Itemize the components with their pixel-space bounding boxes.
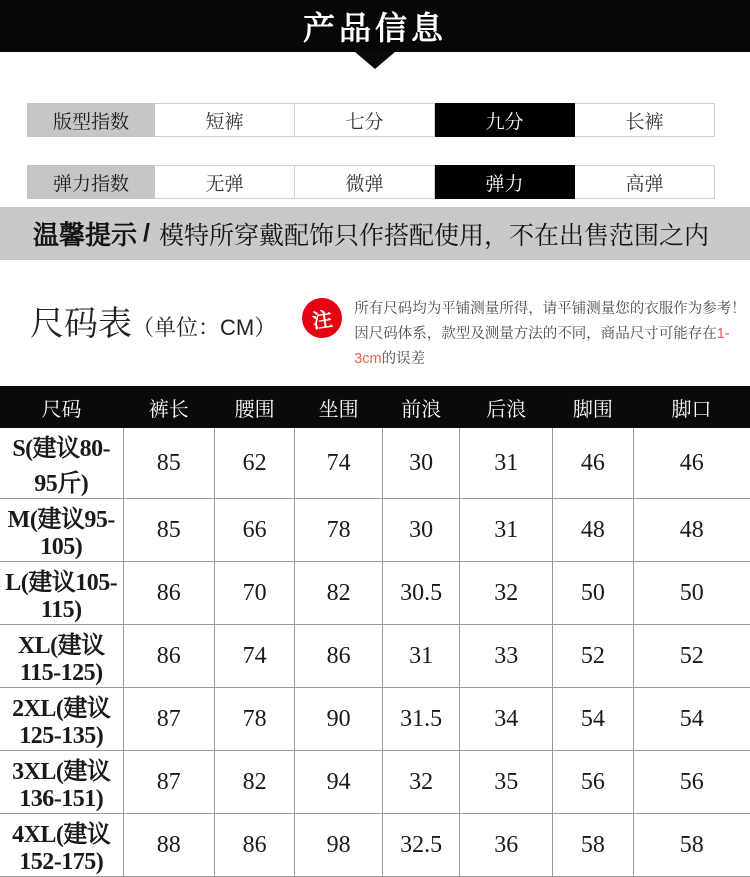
size-label: 3XL(建议136-151): [0, 751, 123, 814]
size-label: XL(建议115-125): [0, 625, 123, 688]
fit-option-seven-tenths: 七分: [295, 103, 435, 137]
col-header-waist: 腰围: [215, 386, 295, 428]
col-header-hip: 坐围: [295, 386, 383, 428]
cell: 35: [460, 751, 553, 814]
cell: 70: [215, 562, 295, 625]
cell: 54: [553, 688, 633, 751]
cell: 50: [633, 562, 750, 625]
cell: 88: [123, 814, 215, 877]
col-header-pant-length: 裤长: [123, 386, 215, 428]
cell: 62: [215, 428, 295, 499]
stretch-option-slight: 微弹: [295, 165, 435, 199]
cell: 46: [633, 428, 750, 499]
cell: 86: [295, 625, 383, 688]
size-table: [0, 386, 750, 877]
cell: 58: [633, 814, 750, 877]
title-bar: [0, 0, 750, 52]
cell: 82: [215, 751, 295, 814]
fit-row-stretch: [27, 165, 715, 199]
cell: 34: [460, 688, 553, 751]
notice-separator: /: [143, 219, 150, 247]
cell: 32: [383, 751, 460, 814]
col-header-back-rise: 后浪: [460, 386, 553, 428]
cell: 36: [460, 814, 553, 877]
arrow-down-icon: [355, 52, 395, 69]
cell: 94: [295, 751, 383, 814]
size-chart-title-group: [30, 296, 276, 345]
size-label: L(建议105-115): [0, 562, 123, 625]
cell: 82: [295, 562, 383, 625]
size-label: 4XL(建议152-175): [0, 814, 123, 877]
stretch-option-none: 无弹: [155, 165, 295, 199]
cell: 86: [215, 814, 295, 877]
cell: 31: [460, 499, 553, 562]
cell: 56: [633, 751, 750, 814]
cell: 85: [123, 428, 215, 499]
stretch-option-stretch-selected: 弹力: [435, 165, 575, 199]
note-badge-icon: 注: [300, 295, 345, 340]
size-table-header-row: [0, 386, 750, 428]
cell: 32.5: [383, 814, 460, 877]
fit-row-label: 弹力指数: [27, 165, 155, 199]
fit-option-long: 长裤: [575, 103, 715, 137]
size-chart-header: [30, 296, 750, 372]
cell: 33: [460, 625, 553, 688]
cell: 74: [215, 625, 295, 688]
fit-index-table: [27, 103, 715, 199]
size-row-xl: [0, 625, 750, 688]
size-label: S(建议80-95斤): [0, 428, 123, 499]
fit-row-pattern: [27, 103, 715, 137]
size-row-2xl: [0, 688, 750, 751]
size-row-3xl: [0, 751, 750, 814]
size-label: 2XL(建议125-135): [0, 688, 123, 751]
fit-option-nine-tenths-selected: 九分: [435, 103, 575, 137]
cell: 46: [553, 428, 633, 499]
cell: 48: [633, 499, 750, 562]
cell: 52: [553, 625, 633, 688]
notice-bar: [0, 207, 750, 260]
col-header-front-rise: 前浪: [383, 386, 460, 428]
cell: 87: [123, 751, 215, 814]
stretch-option-high: 高弹: [575, 165, 715, 199]
page-title: 产品信息: [302, 10, 447, 46]
cell: 30: [383, 428, 460, 499]
size-row-l: [0, 562, 750, 625]
size-row-s: [0, 428, 750, 499]
cell: 85: [123, 499, 215, 562]
fit-option-shorts: 短裤: [155, 103, 295, 137]
cell: 31.5: [383, 688, 460, 751]
size-chart-title: 尺码表: [30, 305, 132, 343]
cell: 74: [295, 428, 383, 499]
cell: 98: [295, 814, 383, 877]
cell: 86: [123, 625, 215, 688]
tolerance-highlight: 1-3cm: [354, 326, 730, 367]
col-header-thigh: 脚围: [553, 386, 633, 428]
cell: 50: [553, 562, 633, 625]
note-line-2: 因尺码体系，款型及测量方法的不同，商品尺寸可能存在1-3cm的误差: [354, 326, 730, 367]
cell: 32: [460, 562, 553, 625]
size-row-4xl: [0, 814, 750, 877]
col-header-size: 尺码: [0, 386, 123, 428]
fit-row-label: 版型指数: [27, 103, 155, 137]
notice-title: 温馨提示: [33, 220, 138, 250]
cell: 54: [633, 688, 750, 751]
cell: 48: [553, 499, 633, 562]
cell: 58: [553, 814, 633, 877]
size-row-m: [0, 499, 750, 562]
size-label: M(建议95-105): [0, 499, 123, 562]
note-line-1: 所有尺码均为平铺测量所得，请平铺测量您的衣服作为参考！: [354, 301, 746, 317]
size-chart-unit: （单位：CM）: [132, 315, 277, 340]
cell: 78: [295, 499, 383, 562]
cell: 66: [215, 499, 295, 562]
cell: 56: [553, 751, 633, 814]
cell: 31: [383, 625, 460, 688]
cell: 86: [123, 562, 215, 625]
cell: 90: [295, 688, 383, 751]
cell: 30.5: [383, 562, 460, 625]
cell: 87: [123, 688, 215, 751]
size-chart-note: [354, 296, 750, 372]
cell: 78: [215, 688, 295, 751]
cell: 52: [633, 625, 750, 688]
cell: 31: [460, 428, 553, 499]
cell: 30: [383, 499, 460, 562]
col-header-leg-opening: 脚口: [633, 386, 750, 428]
notice-text: 模特所穿戴配饰只作搭配使用，不在出售范围之内: [158, 221, 709, 250]
